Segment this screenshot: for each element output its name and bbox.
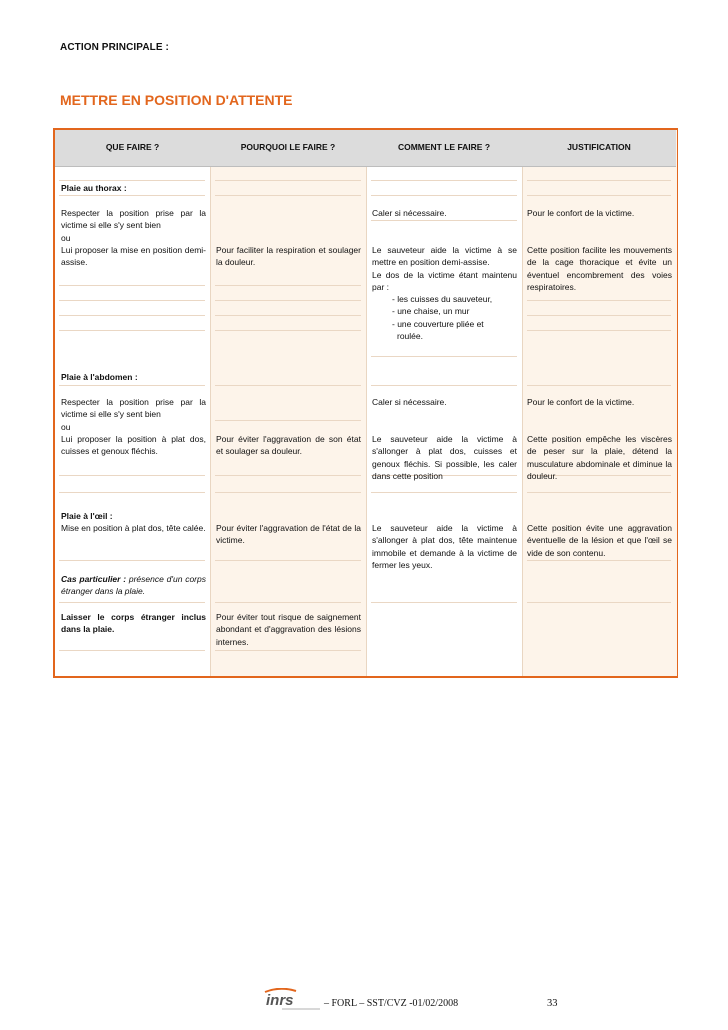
thorax-pourquoi: Pour faciliter la respiration et soulager la douleur. <box>216 245 361 268</box>
header-que-faire: QUE FAIRE ? <box>105 142 160 152</box>
abdomen-comment-caler: Caler si nécessaire. <box>372 397 447 407</box>
action-label: ACTION PRINCIPALE : <box>60 42 169 53</box>
header-justification: JUSTIFICATION <box>567 142 631 152</box>
oeil-justification: Cette position évite une aggravation éventuelle de la lésion et que l'œil se vide de son contenu. <box>527 523 672 558</box>
header-pourquoi: POURQUOI LE FAIRE ? <box>240 142 336 152</box>
oeil-que-faire: Plaie à l'œil : Mise en position à plat dos, tête calée. <box>61 511 206 534</box>
abdomen-pourquoi: Pour éviter l'aggravation de son état et soulager sa douleur. <box>216 434 361 457</box>
table-header <box>55 130 676 167</box>
svg-text:inrs: inrs <box>266 992 294 1009</box>
column-pourquoi <box>210 130 367 676</box>
thorax-heading: Plaie au thorax : <box>61 183 127 193</box>
thorax-justification: Cette position facilite les mouvements de la cage thoracique et évite un éventuel encombrement des voies respiratoires. <box>527 245 672 292</box>
thorax-justification-confort: Pour le confort de la victime. <box>527 208 635 218</box>
footer-reference: – FORL – SST/CVZ -01/02/2008 <box>324 998 459 1009</box>
procedure-table <box>53 128 678 678</box>
inrs-logo <box>262 988 324 1012</box>
thorax-que-faire: Respecter la position prise par la victime si elle s'y sent bien ou Lui proposer la mise en position demi-assise. <box>61 208 206 268</box>
oeil-pourquoi: Pour éviter l'aggravation de l'état de la victime. <box>216 523 361 546</box>
oeil-laisser: Laisser le corps étranger inclus dans la plaie. <box>61 612 206 635</box>
thorax-comment: Le sauveteur aide la victime à se mettre en position demi-assise. Le dos de la victime étant maintenu par : - les cuisses du sauveteur, - une chaise, un mur - une couverture pliée et roulée. <box>372 245 517 342</box>
abdomen-justification-confort: Pour le confort de la victime. <box>527 397 635 407</box>
abdomen-que-faire: Respecter la position prise par la victime si elle s'y sent bien ou Lui proposer la position à plat dos, cuisses et genoux fléchis. <box>61 397 206 457</box>
thorax-comment-caler: Caler si nécessaire. <box>372 208 447 218</box>
oeil-pourquoi-saignement: Pour éviter tout risque de saignement abondant et d'aggravation des lésions internes. <box>216 612 361 647</box>
page-title: METTRE EN POSITION D'ATTENTE <box>60 92 293 108</box>
header-comment: COMMENT LE FAIRE ? <box>397 142 491 152</box>
footer <box>262 988 562 1014</box>
abdomen-comment: Le sauveteur aide la victime à s'allonger à plat dos, cuisses et genoux fléchis. Si possible, les caler dans cette position <box>372 434 517 481</box>
oeil-cas-particulier: Cas particulier : présence d'un corps étranger dans la plaie. <box>61 574 206 597</box>
abdomen-justification: Cette position empêche les viscères de peser sur la plaie, détend la musculature abdominale et diminue la douleur. <box>527 434 672 481</box>
oeil-comment: Le sauveteur aide la victime à s'allonger à plat dos, tête maintenue immobile et demande à la victime de fermer les yeux. <box>372 523 517 570</box>
page-number: 33 <box>547 998 558 1009</box>
abdomen-heading: Plaie à l'abdomen : <box>61 372 138 382</box>
